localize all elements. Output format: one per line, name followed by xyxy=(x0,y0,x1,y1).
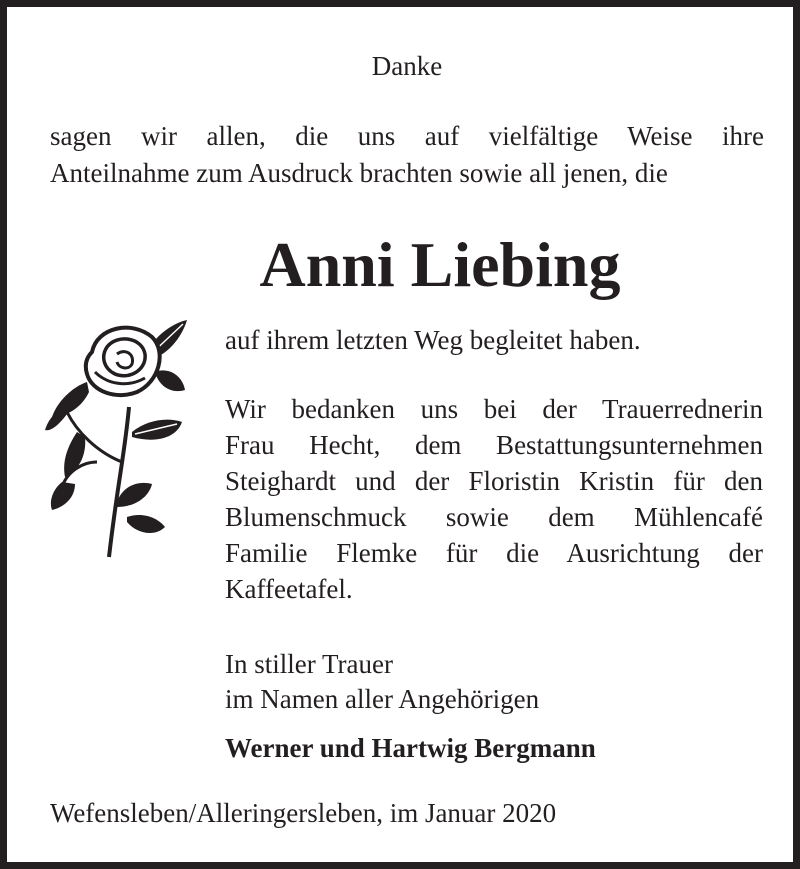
rose-icon xyxy=(37,312,197,562)
mourning-line-1: In stiller Trauer xyxy=(225,649,393,679)
thanks-line: Steighardt und der Floristin Kristin für den xyxy=(225,466,763,496)
thanks-line: Wir bedanken uns bei der Trauerrednerin xyxy=(225,394,763,424)
thanks-line: Familie Flemke für die Ausrichtung der xyxy=(225,538,763,568)
signers: Werner und Hartwig Bergmann xyxy=(225,733,596,763)
heading-thanks: Danke xyxy=(371,51,443,81)
thanks-line: Blumenschmuck sowie dem Mühlencafé xyxy=(225,502,763,532)
mourning-line-2: im Namen aller Angehörigen xyxy=(225,684,540,714)
thanks-line: Frau Hecht, dem Bestattungsunternehmen xyxy=(225,430,763,460)
intro-line-1: sagen wir allen, die uns auf vielfältige Weise ihre xyxy=(50,121,764,151)
last-way-line: auf ihrem letzten Weg begleitet haben. xyxy=(225,325,641,355)
intro-line-2: Anteilnahme zum Ausdruck brachten sowie all jenen, die xyxy=(50,158,668,188)
place-date: Wefensleben/Alleringersleben, im Januar 2020 xyxy=(50,798,557,828)
thanks-line: Kaffeetafel. xyxy=(225,574,353,604)
deceased-name: Anni Liebing xyxy=(259,229,621,300)
